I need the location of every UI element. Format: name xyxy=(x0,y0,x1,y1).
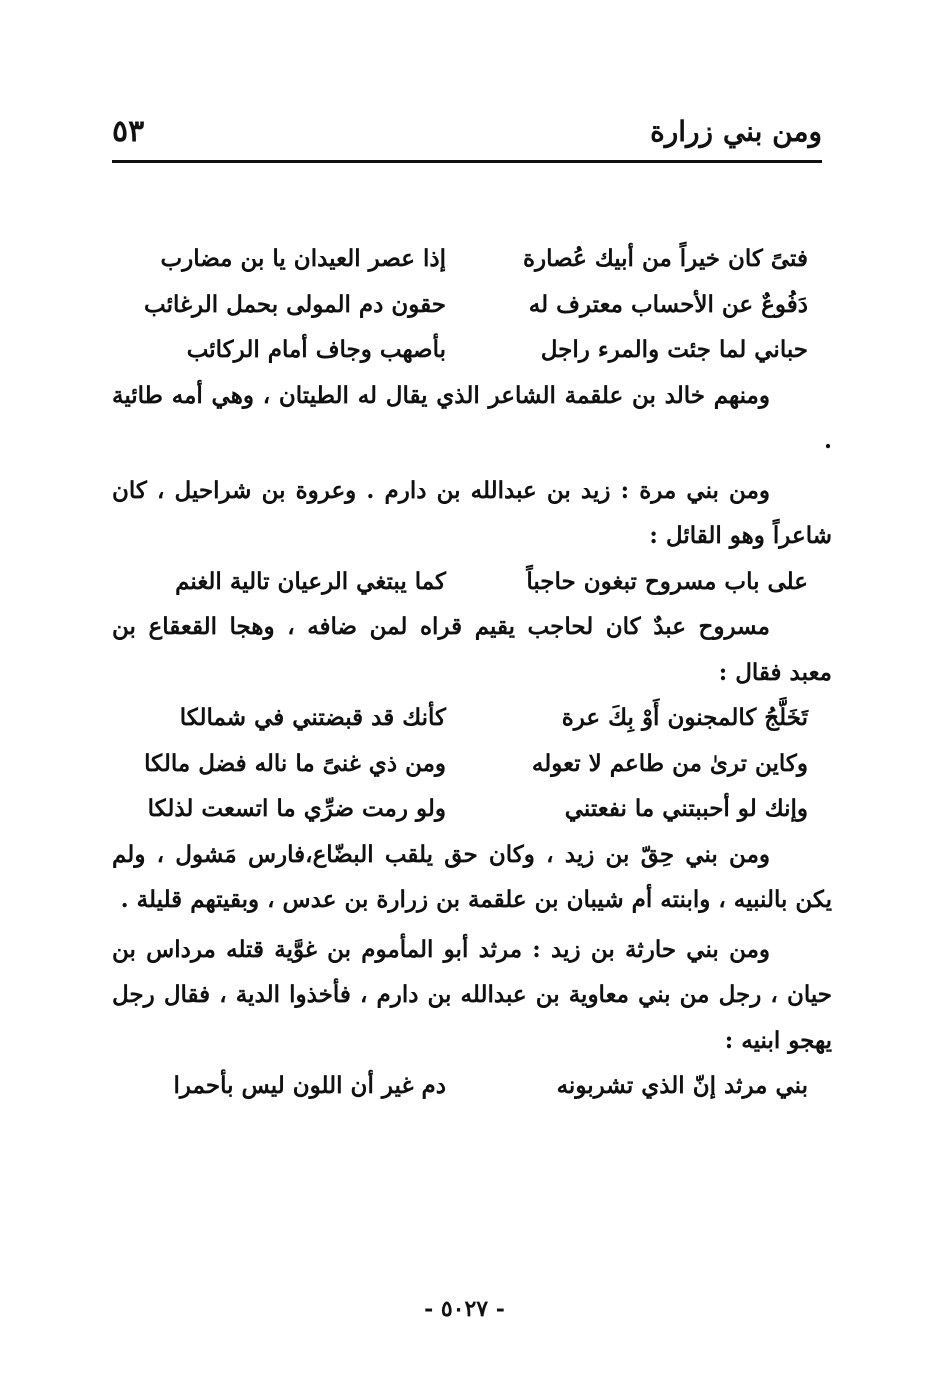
verse-line xyxy=(112,327,832,373)
verse-first-hemistich: على باب مسروح تبغون حاجباً xyxy=(526,567,808,595)
folio-number: - ٥٠٢٧ - xyxy=(424,1296,505,1322)
paragraph: ومن بني حارثة بن زيد : مرثد أبو المأموم بن غوَّية قتله مرداس بن حيان ، رجل من بني معاوية بن عبدالله بن دارم ، فأخذوا الدية ، فقال رجل يهجو ابنيه : xyxy=(112,935,832,1054)
verse-first-hemistich: حباني لما جئت والمرء راجل xyxy=(540,336,808,363)
verse-second-hemistich: كأنك قد قبضتني في شمالكا xyxy=(179,704,446,731)
verse-line xyxy=(112,695,832,741)
header-rule xyxy=(112,160,822,163)
main-text xyxy=(112,236,832,1109)
page-number: ٥٣ xyxy=(112,114,145,149)
verse-first-hemistich: وكاين ترىٰ من طاعم لا تعوله xyxy=(531,749,808,777)
running-head xyxy=(112,112,822,160)
verse-line xyxy=(112,282,832,328)
verse-second-hemistich: ومن ذي غنىً ما ناله فضل مالكا xyxy=(144,749,446,777)
verse-line xyxy=(112,559,832,605)
verse-second-hemistich: حقون دم المولى بحمل الرغائب xyxy=(144,290,446,318)
verse-first-hemistich: بني مرثد إنّ الذي تشربونه xyxy=(556,1072,808,1099)
verse-line xyxy=(112,236,832,282)
verse-second-hemistich: بأصهب وجاف أمام الركائب xyxy=(186,336,446,363)
verse-line xyxy=(112,786,832,832)
paragraph: مسروح عبدٌ كان لحاجب يقيم قراه لمن ضافه ، وهجا القعقاع بن معبد فقال : xyxy=(112,613,832,686)
verse-first-hemistich: وإنك لو أحببتني ما نفعتني xyxy=(564,795,808,822)
verse-second-hemistich: دم غير أن اللون ليس بأحمرا xyxy=(173,1072,446,1099)
verse-line xyxy=(112,1063,832,1109)
verse-first-hemistich: فتىً كان خيراً من أبيك عُصارة xyxy=(522,245,808,272)
paragraph: ومن بني مرة : زيد بن عبدالله بن دارم . وعروة بن شراحيل ، كان شاعراً وهو القائل : xyxy=(112,476,832,549)
verse-line xyxy=(112,741,832,787)
running-title: ومن بني زرارة xyxy=(650,115,822,148)
paragraph: ومنهم خالد بن علقمة الشاعر الذي يقال له الطيتان ، وهي أمه طائية . xyxy=(112,381,832,454)
paragraph: ومن بني حِقّ بن زيد ، وكان حق يلقب البضّاع،فارس مَشول ، ولم يكن بالنبيه ، وابنته أم شيبان بن علقمة بن زرارة بن عدس ، وبقيتهم قليلة . xyxy=(112,840,832,913)
verse-second-hemistich: ولو رمت ضرِّي ما اتسعت لذلكا xyxy=(147,795,446,822)
verse-first-hemistich: دَفُوعٌ عن الأحساب معترف له xyxy=(528,290,808,318)
verse-second-hemistich: كما يبتغي الرعيان تالية الغنم xyxy=(175,567,446,595)
verse-second-hemistich: إذا عصر العيدان يا بن مضارب xyxy=(160,245,446,272)
verse-first-hemistich: تَخَلَّجُ كالمجنون أَوْ بِكَ عرة xyxy=(561,704,808,731)
